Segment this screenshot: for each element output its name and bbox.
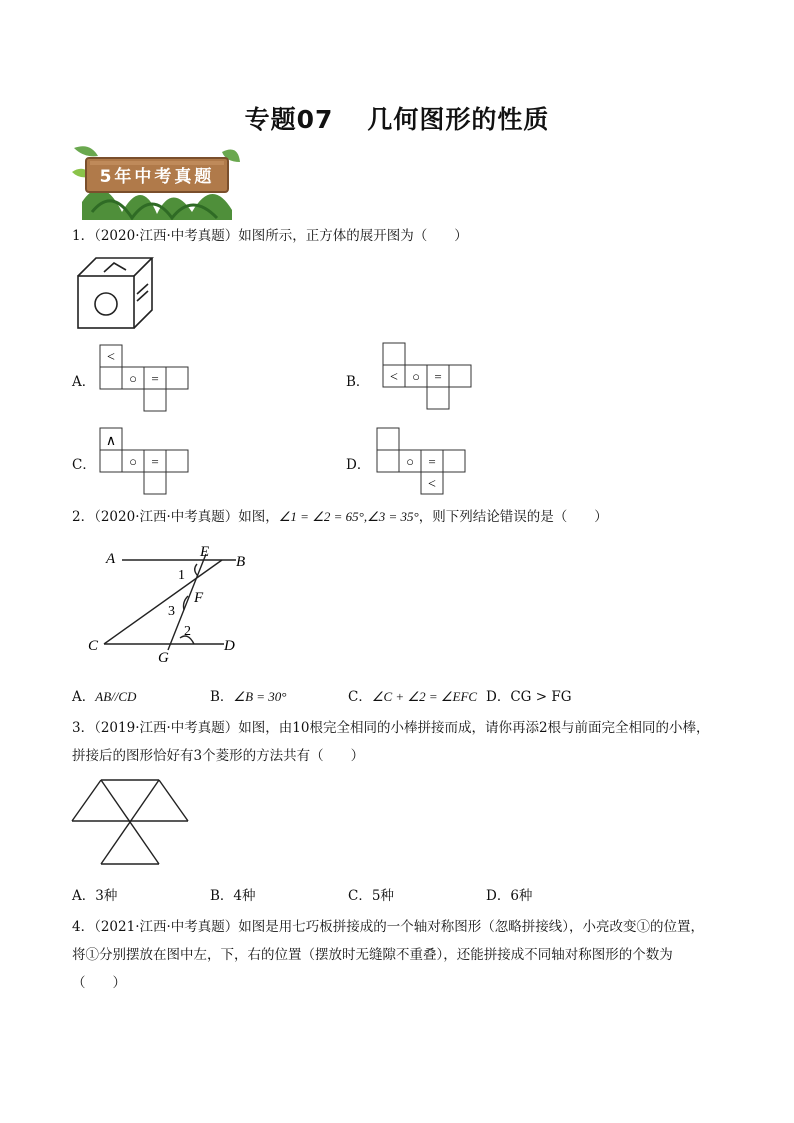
- point-c-label: C: [88, 638, 99, 654]
- option-1a-letter: A．: [72, 374, 96, 390]
- net-d-equals: =: [428, 454, 436, 469]
- question-4-line3: （ ）: [72, 975, 126, 991]
- question-2-text: [72, 507, 608, 527]
- parallel-lines-figure: [84, 540, 264, 665]
- section-badge: [72, 142, 242, 220]
- option-2c: [348, 685, 477, 705]
- option-3a-content: 3种: [95, 888, 118, 904]
- net-option-a: [99, 344, 191, 412]
- badge-label: 5年中考真题: [99, 167, 215, 187]
- title-name: 几何图形的性质: [367, 105, 550, 134]
- question-3-line2: 拼接后的图形恰好有3个菱形的方法共有（ ）: [72, 748, 365, 764]
- option-2b: [210, 685, 287, 705]
- angle-1-label: 1: [178, 568, 185, 583]
- triangles-figure: [70, 778, 190, 868]
- net-option-c: [99, 427, 191, 495]
- net-c-equals: =: [151, 454, 159, 469]
- option-2a-content: AB//CD: [95, 689, 137, 704]
- option-2c-letter: C．: [348, 689, 372, 705]
- net-b-circle: ○: [412, 369, 420, 384]
- option-2d-content: CG > FG: [510, 689, 572, 705]
- option-2b-letter: B．: [210, 689, 234, 705]
- point-g-label: G: [158, 650, 169, 665]
- net-a-equals: =: [151, 371, 159, 386]
- option-2c-content: ∠C + ∠2 = ∠EFC: [371, 689, 478, 704]
- point-b-label: B: [236, 554, 246, 570]
- angle-2-label: 2: [184, 624, 191, 639]
- option-3c: [348, 884, 394, 904]
- option-3d-letter: D．: [486, 888, 511, 904]
- option-2a: [72, 685, 136, 705]
- net-option-b: [382, 342, 474, 410]
- question-3-line1: 3．（2019·江西·中考真题）如图，由10根完全相同的小棒拼接而成，请你再添2根与前面完全相同的小棒，: [72, 720, 710, 736]
- option-3b-content: 4种: [233, 888, 256, 904]
- option-2a-letter: A．: [72, 689, 96, 705]
- option-3c-letter: C．: [348, 888, 372, 904]
- title-number: 专题07: [244, 105, 334, 134]
- point-a-label: A: [106, 551, 116, 567]
- option-1c-letter: C．: [72, 457, 96, 473]
- option-2b-content: ∠B = 30°: [233, 689, 287, 704]
- net-d-circle: ○: [406, 454, 414, 469]
- question-2-suffix: ，则下列结论错误的是（ ）: [418, 509, 608, 525]
- option-3a-letter: A．: [72, 888, 96, 904]
- net-a-less: <: [107, 350, 115, 365]
- angle-3-label: 3: [168, 604, 175, 619]
- net-option-d: [376, 427, 468, 495]
- point-e-label: E: [200, 544, 210, 560]
- net-c-circle: ○: [129, 454, 137, 469]
- option-2d: [486, 685, 572, 705]
- option-3b: [210, 884, 256, 904]
- option-3d: [486, 884, 532, 904]
- net-b-less: <: [390, 370, 398, 385]
- point-d-label: D: [224, 638, 235, 654]
- option-1d-letter: D．: [346, 457, 371, 473]
- option-3d-content: 6种: [510, 888, 533, 904]
- net-a-circle: ○: [129, 371, 137, 386]
- option-3b-letter: B．: [210, 888, 234, 904]
- net-b-equals: =: [434, 369, 442, 384]
- question-4-line1: 4．（2021·江西·中考真题）如图是用七巧板拼接成的一个轴对称图形（忽略拼接线），小亮改变①的位置，: [72, 919, 705, 935]
- point-f-label: F: [194, 590, 204, 606]
- question-2-prefix: 2．（2020·江西·中考真题）如图，: [72, 509, 279, 525]
- page-title: [0, 100, 794, 136]
- option-3a: [72, 884, 117, 904]
- net-c-caret: ∧: [105, 434, 117, 449]
- option-3c-content: 5种: [371, 888, 394, 904]
- cube-figure: [74, 254, 154, 332]
- option-2d-letter: D．: [486, 689, 511, 705]
- question-2-math: ∠1 = ∠2 = 65°,∠3 = 35°: [278, 509, 419, 524]
- net-d-less: <: [428, 477, 436, 492]
- question-1-text: 1．（2020·江西·中考真题）如图所示，正方体的展开图为（ ）: [72, 228, 468, 244]
- option-1b-letter: B．: [346, 374, 370, 390]
- question-4-line2: 将①分别摆放在图中左，下，右的位置（摆放时无缝隙不重叠），还能拼接成不同轴对称图形的个数为: [72, 947, 673, 963]
